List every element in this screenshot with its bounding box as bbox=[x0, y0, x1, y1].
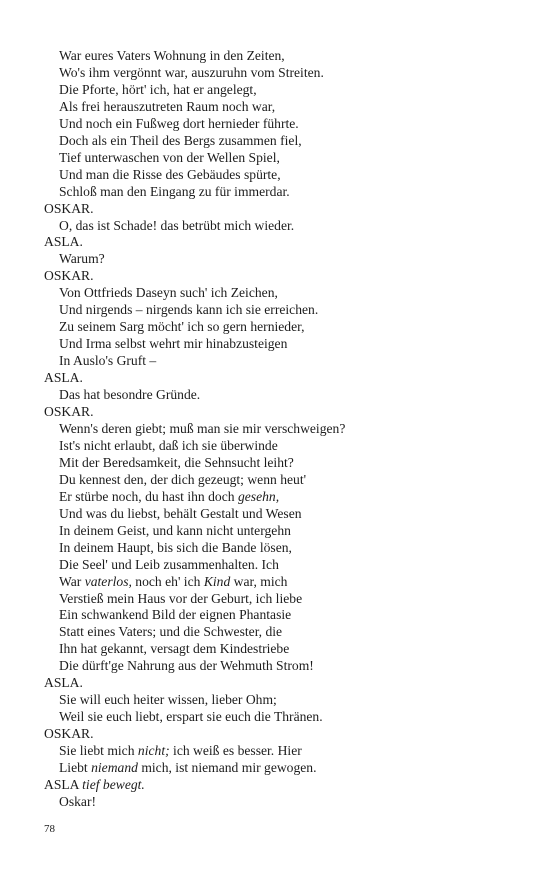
text-segment: Weil sie euch liebt, erspart sie euch die Thränen. bbox=[59, 709, 323, 725]
verse-line bbox=[44, 692, 524, 709]
text-segment: Und Irma selbst wehrt mir hinabzusteigen bbox=[59, 336, 288, 352]
emphasis-text: nicht; bbox=[137, 743, 170, 759]
text-segment: Sie liebt mich bbox=[59, 743, 138, 759]
text-segment: war, mich bbox=[230, 573, 288, 589]
speaker-name bbox=[44, 404, 524, 421]
text-segment: Von Ottfrieds Daseyn such' ich Zeichen, bbox=[59, 285, 278, 301]
text-segment: Die Pforte, hört' ich, hat er angelegt, bbox=[59, 81, 257, 97]
text-segment: Die Seel' und Leib zusammenhalten. Ich bbox=[59, 556, 279, 572]
text-segment: In deinem Haupt, bis sich die Bande lösen, bbox=[59, 539, 292, 555]
verse-line bbox=[44, 167, 524, 184]
verse-line bbox=[44, 184, 524, 201]
verse-line bbox=[44, 557, 524, 574]
text-segment: Verstieß mein Haus vor der Geburt, ich liebe bbox=[59, 590, 303, 606]
text-segment: Warum? bbox=[59, 251, 105, 267]
speaker-name bbox=[44, 777, 524, 794]
emphasis-text: niemand bbox=[91, 760, 138, 776]
verse-line bbox=[44, 82, 524, 99]
verse-line bbox=[44, 387, 524, 404]
verse-line bbox=[44, 99, 524, 116]
text-segment: ASLA. bbox=[44, 370, 83, 386]
text-segment: Und man die Risse des Gebäudes spürte, bbox=[59, 166, 281, 182]
verse-line bbox=[44, 150, 524, 167]
text-segment: Mit der Beredsamkeit, die Sehnsucht leiht? bbox=[59, 454, 294, 470]
text-segment: In deinem Geist, und kann nicht untergehn bbox=[59, 522, 291, 538]
text-segment: Ein schwankend Bild der eignen Phantasie bbox=[59, 607, 292, 623]
verse-line bbox=[44, 743, 524, 760]
page-number: 78 bbox=[44, 823, 55, 835]
verse-line bbox=[44, 506, 524, 523]
verse-line bbox=[44, 472, 524, 489]
verse-line bbox=[44, 48, 524, 65]
verse-line bbox=[44, 116, 524, 133]
text-segment: War bbox=[59, 573, 85, 589]
text-segment: Doch als ein Theil des Bergs zusammen fiel, bbox=[59, 132, 302, 148]
text-segment: Ihn hat gekannt, versagt dem Kindestriebe bbox=[59, 641, 290, 657]
text-segment: Statt eines Vaters; und die Schwester, die bbox=[59, 624, 283, 640]
speaker-name bbox=[44, 201, 524, 218]
emphasis-text: tief bewegt. bbox=[82, 776, 145, 792]
text-segment: Ist's nicht erlaubt, daß ich sie überwinde bbox=[59, 437, 278, 453]
verse-line bbox=[44, 760, 524, 777]
text-segment: Oskar! bbox=[59, 793, 96, 809]
text-segment: Und noch ein Fußweg dort hernieder führte. bbox=[59, 115, 299, 131]
text-segment: OSKAR. bbox=[44, 404, 94, 420]
page-text bbox=[44, 48, 524, 811]
text-segment: Als frei herauszutreten Raum noch war, bbox=[59, 98, 276, 114]
text-segment: Wenn's deren giebt; muß man sie mir verschweigen? bbox=[59, 420, 346, 436]
verse-line bbox=[44, 641, 524, 658]
verse-line bbox=[44, 251, 524, 268]
text-segment: War eures Vaters Wohnung in den Zeiten, bbox=[59, 48, 285, 63]
text-segment: Wo's ihm vergönnt war, auszuruhn vom Streiten. bbox=[59, 64, 324, 80]
speaker-name bbox=[44, 268, 524, 285]
text-segment: Und was du liebst, behält Gestalt und Wesen bbox=[59, 505, 302, 521]
text-segment: OSKAR. bbox=[44, 200, 94, 216]
text-segment: OSKAR. bbox=[44, 726, 94, 742]
speaker-name bbox=[44, 370, 524, 387]
emphasis-text: gesehn, bbox=[237, 488, 280, 504]
speaker-name bbox=[44, 234, 524, 251]
text-segment: O, das ist Schade! das betrübt mich wieder. bbox=[59, 217, 295, 233]
verse-line bbox=[44, 607, 524, 624]
verse-line bbox=[44, 794, 524, 811]
speaker-name bbox=[44, 675, 524, 692]
text-segment: ich weiß es besser. Hier bbox=[169, 743, 302, 759]
verse-line bbox=[44, 540, 524, 557]
verse-line bbox=[44, 218, 524, 235]
text-segment: Die dürft'ge Nahrung aus der Wehmuth Strom! bbox=[59, 658, 314, 674]
verse-line bbox=[44, 523, 524, 540]
emphasis-text: vaterlos, bbox=[84, 573, 132, 589]
verse-line bbox=[44, 489, 524, 506]
text-segment: ASLA. bbox=[44, 675, 83, 691]
verse-line bbox=[44, 624, 524, 641]
verse-line bbox=[44, 591, 524, 608]
emphasis-text: Kind bbox=[203, 573, 231, 589]
text-segment: ASLA. bbox=[44, 234, 83, 250]
text-segment: Und nirgends – nirgends kann ich sie erreichen. bbox=[59, 302, 319, 318]
verse-line bbox=[44, 421, 524, 438]
text-segment: Tief unterwaschen von der Wellen Spiel, bbox=[59, 149, 280, 165]
text-segment: noch eh' ich bbox=[131, 573, 204, 589]
verse-line bbox=[44, 133, 524, 150]
speaker-name bbox=[44, 726, 524, 743]
verse-line bbox=[44, 319, 524, 336]
text-segment: Zu seinem Sarg möcht' ich so gern hernieder, bbox=[59, 319, 305, 335]
verse-line bbox=[44, 658, 524, 675]
text-segment: Liebt bbox=[59, 760, 92, 776]
verse-line bbox=[44, 574, 524, 591]
verse-line bbox=[44, 438, 524, 455]
verse-line bbox=[44, 455, 524, 472]
text-segment: Er stürbe noch, du hast ihn doch bbox=[59, 488, 238, 504]
verse-line bbox=[44, 353, 524, 370]
text-segment: Schloß man den Eingang zu für immerdar. bbox=[59, 183, 290, 199]
text-segment: In Auslo's Gruft – bbox=[59, 353, 157, 369]
verse-line bbox=[44, 285, 524, 302]
text-segment: ASLA bbox=[44, 776, 83, 792]
text-segment: mich, ist niemand mir gewogen. bbox=[137, 760, 317, 776]
text-segment: Sie will euch heiter wissen, lieber Ohm; bbox=[59, 692, 277, 708]
verse-line bbox=[44, 302, 524, 319]
text-segment: Du kennest den, der dich gezeugt; wenn heut' bbox=[59, 471, 307, 487]
verse-line bbox=[44, 709, 524, 726]
verse-line bbox=[44, 65, 524, 82]
text-segment: Das hat besondre Gründe. bbox=[59, 387, 201, 403]
text-segment: OSKAR. bbox=[44, 268, 94, 284]
verse-line bbox=[44, 336, 524, 353]
